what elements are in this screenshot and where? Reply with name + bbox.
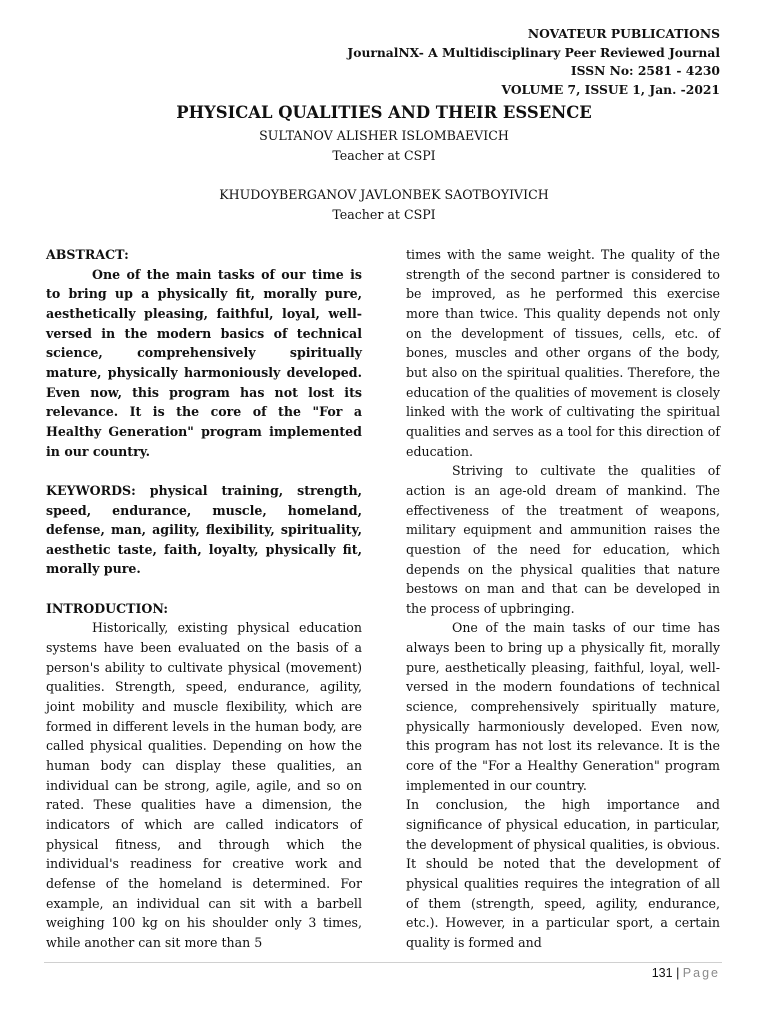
volume-issue: VOLUME 7, ISSUE 1, Jan. -2021 xyxy=(501,81,720,97)
journal-name: JournalNX- A Multidisciplinary Peer Reviewed Journal xyxy=(347,44,720,60)
publisher-name: NOVATEUR PUBLICATIONS xyxy=(527,26,720,41)
abstract-body: One of the main tasks of our time is to bring up a physically fit, morally pure, aesthetically pleasing, faithful, loyal, well-versed in the modern basics of technical science, comprehensively spiritually mature, physically harmoniously developed. Even now, this program has not lost its relevance. It is the core of the "For a Healthy Generation" program implemented in our country. xyxy=(46,266,362,459)
right-column xyxy=(406,245,720,953)
keywords: KEYWORDS: physical training, strength, speed, endurance, muscle, homeland, defense, man, agility, flexibility, spirituality, aesthetic taste, faith, loyalty, physically fit, morally pure. xyxy=(46,482,362,577)
author-affiliation: Teacher at CSPI xyxy=(332,148,436,163)
issn: ISSN No: 2581 - 4230 xyxy=(570,63,720,78)
conclusion-paragraph: In conclusion, the high importance and significance of physical education, in particular, the development of physical qualities, is obvious. It should be noted that the development of physical qualities requires the integration of all of them (strength, speed, agility, endurance, etc.). However, in a particular sport, a certain quality is formed and xyxy=(406,797,720,950)
author-name: SULTANOV ALISHER ISLOMBAEVICH xyxy=(259,128,509,143)
body-paragraph: times with the same weight. The quality of the strength of the second partner is considered to be improved, as he performed this exercise more than twice. This quality depends not only on the development of tissues, cells, etc. of bones, muscles and other organs of the body, but also on the spiritual qualities. Therefore, the education of the qualities of movement is closely linked with the work of cultivating the spiritual qualities and serves as a tool for this direction of education. xyxy=(406,247,720,459)
body-paragraph: One of the main tasks of our time has always been to bring up a physically fit, morally pure, aesthetically pleasing, faithful, loyal, well-versed in the modern foundations of technical science, comprehensively spiritually mature, physically harmoniously developed. Even now, this program has not lost its relevance. It is the core of the "For a Healthy Generation" program implemented in our country. xyxy=(406,620,720,793)
introduction-body: Historically, existing physical education systems have been evaluated on the basis of a person's ability to cultivate physical (movement) qualities. Strength, speed, endurance, agility, joint mobility and muscle flexibility, which are formed in different levels in the human body, are called physical qualities. Depending on how the human body can display these qualities, an individual can be strong, agile, agile, and so on rated. These qualities have a dimension, the indicators of which are called indicators of physical fitness, and through which the individual's readiness for creative work and defense of the homeland is determined. For example, an individual can sit with a barbell weighing 100 kg on his shoulder only 3 times, while another can sit more than 5 xyxy=(46,620,362,950)
journal-header xyxy=(347,25,720,99)
body-paragraph: Striving to cultivate the qualities of action is an age-old dream of mankind. The effectiveness of the treatment of weapons, military equipment and ammunition raises the question of the need for education, which depends on the physical qualities that nature bestows on man and that can be developed in the process of upbringing. xyxy=(406,463,720,616)
author-name: KHUDOYBERGANOV JAVLONBEK SAOTBOYIVICH xyxy=(219,187,549,202)
left-column xyxy=(46,245,362,953)
page-number: 131 xyxy=(651,966,673,980)
page-label: Page xyxy=(682,966,720,980)
footer-separator: | xyxy=(676,966,680,980)
abstract-heading: ABSTRACT: xyxy=(46,247,129,262)
author-affiliation: Teacher at CSPI xyxy=(332,207,436,222)
introduction-heading: INTRODUCTION: xyxy=(46,600,169,616)
footer-divider xyxy=(44,962,722,963)
paper-title: PHYSICAL QUALITIES AND THEIR ESSENCE xyxy=(176,103,592,122)
page-footer xyxy=(652,964,720,982)
